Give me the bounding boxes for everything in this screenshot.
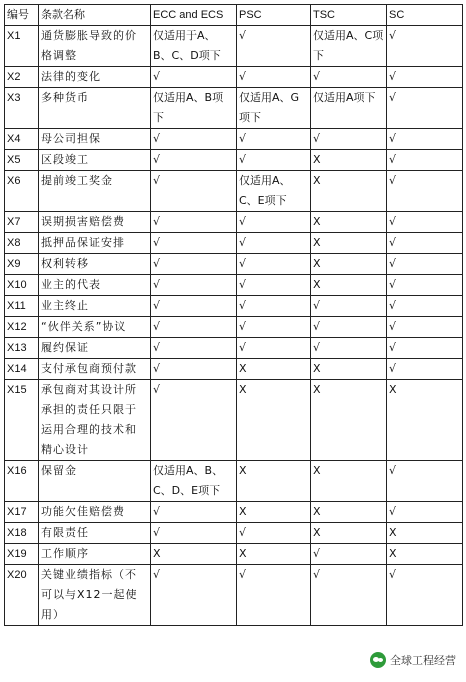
table-row — [5, 461, 463, 502]
cell-psc: X — [237, 502, 311, 523]
cell-sc: √ — [387, 233, 463, 254]
table-row — [5, 275, 463, 296]
cell-psc: √ — [237, 317, 311, 338]
cell-code: X10 — [5, 275, 39, 296]
cell-ecc: 仅适用A、B、C、D、E项下 — [151, 461, 237, 502]
cell-psc: √ — [237, 523, 311, 544]
header-tsc: TSC — [311, 5, 387, 26]
cell-sc: X — [387, 380, 463, 461]
cell-ecc: √ — [151, 565, 237, 626]
header-row — [5, 5, 463, 26]
cell-sc: √ — [387, 26, 463, 67]
cell-name: 提前竣工奖金 — [39, 171, 151, 212]
cell-sc: √ — [387, 150, 463, 171]
table-row — [5, 317, 463, 338]
cell-sc: √ — [387, 502, 463, 523]
cell-tsc: √ — [311, 129, 387, 150]
cell-tsc: X — [311, 275, 387, 296]
cell-ecc: X — [151, 544, 237, 565]
watermark-text: 全球工程经营 — [390, 654, 456, 667]
cell-psc: √ — [237, 129, 311, 150]
cell-code: X5 — [5, 150, 39, 171]
table-row — [5, 233, 463, 254]
cell-psc: √ — [237, 275, 311, 296]
cell-code: X12 — [5, 317, 39, 338]
cell-sc: X — [387, 523, 463, 544]
cell-tsc: X — [311, 523, 387, 544]
cell-psc: √ — [237, 233, 311, 254]
cell-sc: √ — [387, 212, 463, 233]
table-row — [5, 296, 463, 317]
cell-name: 工作顺序 — [39, 544, 151, 565]
cell-code: X8 — [5, 233, 39, 254]
cell-sc: √ — [387, 129, 463, 150]
cell-ecc: 仅适用A、B项下 — [151, 88, 237, 129]
cell-name: 关键业绩指标（不可以与X12一起使用） — [39, 565, 151, 626]
cell-code: X3 — [5, 88, 39, 129]
cell-name: 支付承包商预付款 — [39, 359, 151, 380]
cell-sc: X — [387, 544, 463, 565]
cell-tsc: 仅适用A项下 — [311, 88, 387, 129]
cell-name: 母公司担保 — [39, 129, 151, 150]
cell-name: 保留金 — [39, 461, 151, 502]
cell-tsc: X — [311, 359, 387, 380]
cell-ecc: √ — [151, 129, 237, 150]
cell-tsc: X — [311, 461, 387, 502]
cell-code: X15 — [5, 380, 39, 461]
table-row — [5, 359, 463, 380]
cell-ecc: √ — [151, 212, 237, 233]
cell-ecc: √ — [151, 380, 237, 461]
cell-psc: √ — [237, 565, 311, 626]
cell-ecc: √ — [151, 171, 237, 212]
table-header — [5, 5, 463, 26]
cell-ecc: √ — [151, 254, 237, 275]
table-row — [5, 212, 463, 233]
cell-name: 误期损害赔偿费 — [39, 212, 151, 233]
cell-sc: √ — [387, 461, 463, 502]
cell-psc: √ — [237, 338, 311, 359]
table-row — [5, 26, 463, 67]
cell-sc: √ — [387, 359, 463, 380]
cell-psc: X — [237, 544, 311, 565]
header-name: 条款名称 — [39, 5, 151, 26]
watermark — [370, 652, 456, 668]
cell-name: 承包商对其设计所承担的责任只限于运用合理的技术和精心设计 — [39, 380, 151, 461]
cell-psc: √ — [237, 26, 311, 67]
header-psc: PSC — [237, 5, 311, 26]
cell-psc: X — [237, 461, 311, 502]
cell-ecc: √ — [151, 275, 237, 296]
table-row — [5, 338, 463, 359]
cell-sc: √ — [387, 565, 463, 626]
cell-tsc: X — [311, 150, 387, 171]
cell-psc: 仅适用A、G项下 — [237, 88, 311, 129]
cell-ecc: √ — [151, 296, 237, 317]
cell-ecc: 仅适用于A、B、C、D项下 — [151, 26, 237, 67]
cell-ecc: √ — [151, 317, 237, 338]
cell-name: 有限责任 — [39, 523, 151, 544]
cell-code: X16 — [5, 461, 39, 502]
cell-name: 多种货币 — [39, 88, 151, 129]
header-ecc: ECC and ECS — [151, 5, 237, 26]
cell-tsc: X — [311, 380, 387, 461]
cell-psc: X — [237, 380, 311, 461]
cell-code: X9 — [5, 254, 39, 275]
header-code: 编号 — [5, 5, 39, 26]
cell-name: 业主终止 — [39, 296, 151, 317]
cell-tsc: X — [311, 171, 387, 212]
cell-psc: 仅适用A、C、E项下 — [237, 171, 311, 212]
cell-tsc: X — [311, 212, 387, 233]
table-row — [5, 88, 463, 129]
cell-tsc: √ — [311, 338, 387, 359]
cell-psc: √ — [237, 212, 311, 233]
cell-sc: √ — [387, 67, 463, 88]
cell-name: 通货膨胀导致的价格调整 — [39, 26, 151, 67]
cell-tsc: X — [311, 502, 387, 523]
cell-tsc: √ — [311, 317, 387, 338]
cell-psc: √ — [237, 296, 311, 317]
cell-name: 区段竣工 — [39, 150, 151, 171]
cell-name: 法律的变化 — [39, 67, 151, 88]
cell-tsc: √ — [311, 544, 387, 565]
table-row — [5, 171, 463, 212]
contract-clause-table — [4, 4, 463, 626]
table-row — [5, 565, 463, 626]
cell-code: X20 — [5, 565, 39, 626]
cell-psc: √ — [237, 67, 311, 88]
cell-psc: √ — [237, 254, 311, 275]
cell-tsc: √ — [311, 296, 387, 317]
cell-tsc: √ — [311, 565, 387, 626]
cell-code: X18 — [5, 523, 39, 544]
cell-name: “伙伴关系”协议 — [39, 317, 151, 338]
cell-ecc: √ — [151, 67, 237, 88]
cell-name: 功能欠佳赔偿费 — [39, 502, 151, 523]
table-row — [5, 380, 463, 461]
cell-code: X17 — [5, 502, 39, 523]
table-row — [5, 150, 463, 171]
table-body — [5, 26, 463, 626]
cell-code: X7 — [5, 212, 39, 233]
cell-name: 抵押品保证安排 — [39, 233, 151, 254]
cell-tsc: X — [311, 254, 387, 275]
cell-sc: √ — [387, 171, 463, 212]
cell-sc: √ — [387, 317, 463, 338]
cell-ecc: √ — [151, 523, 237, 544]
cell-code: X6 — [5, 171, 39, 212]
table-row — [5, 523, 463, 544]
cell-sc: √ — [387, 296, 463, 317]
cell-sc: √ — [387, 254, 463, 275]
cell-code: X19 — [5, 544, 39, 565]
cell-sc: √ — [387, 338, 463, 359]
cell-ecc: √ — [151, 502, 237, 523]
cell-psc: √ — [237, 150, 311, 171]
cell-name: 业主的代表 — [39, 275, 151, 296]
table-row — [5, 67, 463, 88]
wechat-icon — [370, 652, 386, 668]
cell-tsc: √ — [311, 67, 387, 88]
table-row — [5, 502, 463, 523]
cell-code: X1 — [5, 26, 39, 67]
cell-code: X14 — [5, 359, 39, 380]
cell-ecc: √ — [151, 150, 237, 171]
cell-ecc: √ — [151, 359, 237, 380]
table-row — [5, 254, 463, 275]
cell-code: X11 — [5, 296, 39, 317]
cell-code: X4 — [5, 129, 39, 150]
cell-name: 履约保证 — [39, 338, 151, 359]
cell-code: X13 — [5, 338, 39, 359]
cell-ecc: √ — [151, 338, 237, 359]
cell-tsc: 仅适用A、C项下 — [311, 26, 387, 67]
table-row — [5, 544, 463, 565]
header-sc: SC — [387, 5, 463, 26]
cell-sc: √ — [387, 275, 463, 296]
cell-sc: √ — [387, 88, 463, 129]
cell-name: 权利转移 — [39, 254, 151, 275]
cell-ecc: √ — [151, 233, 237, 254]
cell-psc: X — [237, 359, 311, 380]
cell-tsc: X — [311, 233, 387, 254]
cell-code: X2 — [5, 67, 39, 88]
table-row — [5, 129, 463, 150]
